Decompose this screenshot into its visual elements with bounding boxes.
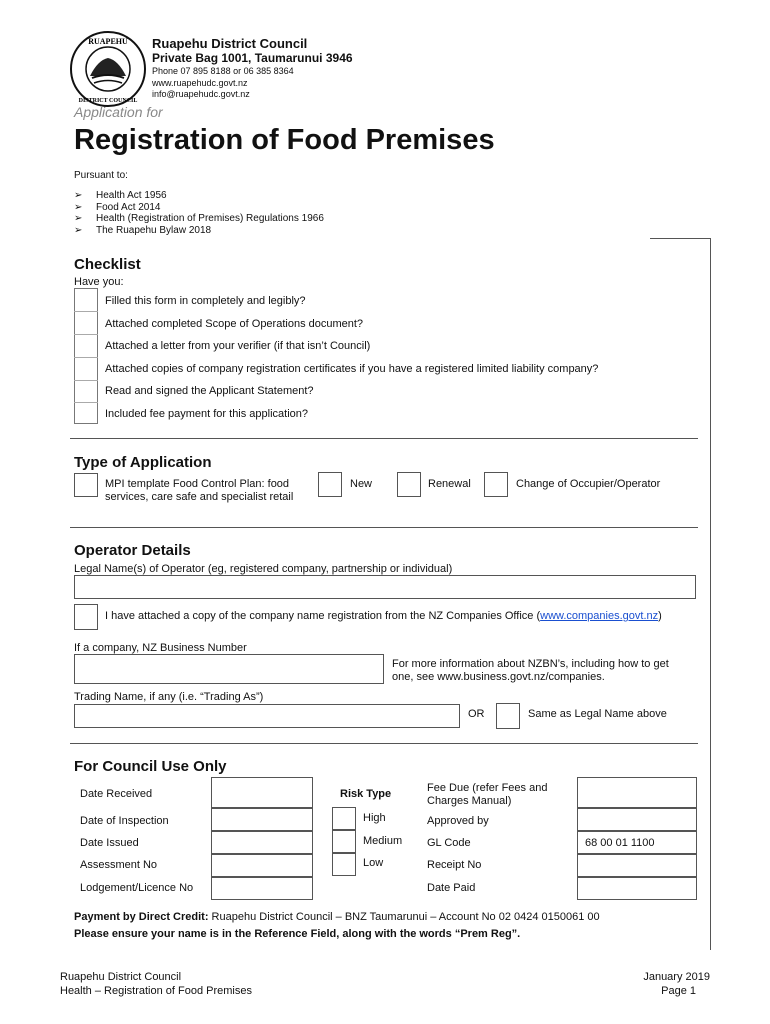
date-inspection-label: Date of Inspection bbox=[80, 815, 169, 827]
checklist-checkbox-6[interactable] bbox=[74, 402, 98, 424]
footer-page-number: Page 1 bbox=[661, 985, 696, 997]
date-received-input[interactable] bbox=[211, 777, 313, 808]
date-inspection-input[interactable] bbox=[211, 808, 313, 831]
arrow-bullet-icon: ➢ bbox=[74, 224, 83, 236]
change-checkbox[interactable] bbox=[484, 472, 508, 497]
same-as-legal-label: Same as Legal Name above bbox=[528, 708, 667, 720]
council-logo bbox=[68, 30, 148, 108]
trading-label: Trading Name, if any (i.e. “Trading As”) bbox=[74, 691, 264, 703]
companies-checkbox[interactable] bbox=[74, 604, 98, 630]
new-checkbox[interactable] bbox=[318, 472, 342, 497]
mpi-checkbox[interactable] bbox=[74, 473, 98, 497]
date-paid-input[interactable] bbox=[577, 877, 697, 900]
risk-low-label: Low bbox=[363, 857, 384, 869]
list-item: ➢ Food Act 2014 bbox=[74, 201, 161, 213]
nzbn-input[interactable] bbox=[74, 654, 384, 684]
divider bbox=[70, 743, 698, 744]
legal-name-label: Legal Name(s) of Operator (eg, registered company, partnership or individual) bbox=[74, 563, 453, 575]
nzbn-label: If a company, NZ Business Number bbox=[74, 642, 247, 654]
gl-code-label: GL Code bbox=[427, 837, 471, 849]
fee-due-input[interactable] bbox=[577, 777, 697, 808]
form-right-border bbox=[710, 238, 711, 950]
checklist-checkbox-3[interactable] bbox=[74, 334, 98, 357]
lodgement-no-input[interactable] bbox=[211, 877, 313, 900]
org-website[interactable]: www.ruapehudc.govt.nz bbox=[152, 78, 248, 88]
payment-line-2: Please ensure your name is in the Reference Field, along with the words “Prem Reg”. bbox=[74, 928, 521, 940]
or-label: OR bbox=[468, 708, 485, 720]
date-received-label: Date Received bbox=[80, 788, 153, 800]
risk-type-label: Risk Type bbox=[340, 788, 392, 800]
checklist-heading: Checklist bbox=[74, 256, 141, 273]
nzbn-info: For more information about NZBN’s, including how to get one, see www.business.govt.nz/companies. bbox=[392, 658, 669, 683]
arrow-bullet-icon: ➢ bbox=[74, 213, 83, 224]
change-label: Change of Occupier/Operator bbox=[516, 478, 661, 490]
date-issued-label: Date Issued bbox=[80, 837, 139, 849]
checklist-checkbox-5[interactable] bbox=[74, 380, 98, 402]
svg-text:DISTRICT COUNCIL: DISTRICT COUNCIL bbox=[78, 98, 138, 104]
same-as-legal-checkbox[interactable] bbox=[496, 703, 520, 729]
pursuant-label: Pursuant to: bbox=[74, 170, 128, 181]
checklist-item-1: Filled this form in completely and legibly? bbox=[105, 295, 306, 307]
checklist-item-5: Read and signed the Applicant Statement? bbox=[105, 385, 314, 397]
page-title: Registration of Food Premises bbox=[74, 124, 495, 156]
title-pre: Application for bbox=[74, 104, 163, 120]
list-item: ➢ Health (Registration of Premises) Regulations 1966 bbox=[74, 213, 324, 224]
org-email[interactable]: info@ruapehudc.govt.nz bbox=[152, 89, 250, 99]
lodgement-no-label: Lodgement/Licence No bbox=[80, 882, 194, 894]
assessment-no-label: Assessment No bbox=[80, 859, 158, 871]
arrow-bullet-icon: ➢ bbox=[74, 201, 83, 213]
risk-high-checkbox[interactable] bbox=[332, 807, 356, 830]
checklist-item-3: Attached a letter from your verifier (if that isn’t Council) bbox=[105, 340, 371, 352]
footer-right-1: January 2019 bbox=[643, 971, 710, 983]
checklist-item-2: Attached completed Scope of Operations document? bbox=[105, 318, 364, 330]
companies-text: I have attached a copy of the company name registration from the NZ Companies Office (www.companies.govt.nz) bbox=[105, 610, 662, 622]
org-phone: Phone 07 895 8188 or 06 385 8364 bbox=[152, 66, 294, 76]
checklist-item-4: Attached copies of company registration certificates if you have a registered limited liability company? bbox=[105, 363, 599, 375]
new-label: New bbox=[350, 478, 373, 490]
council-heading: For Council Use Only bbox=[74, 758, 227, 775]
list-item: ➢ Health Act 1956 bbox=[74, 190, 167, 201]
footer-left-2: Health – Registration of Food Premises bbox=[60, 985, 252, 997]
form-top-border bbox=[650, 238, 710, 239]
footer-left-1: Ruapehu District Council bbox=[60, 971, 182, 983]
date-paid-label: Date Paid bbox=[427, 882, 476, 894]
assessment-no-input[interactable] bbox=[211, 854, 313, 877]
risk-low-checkbox[interactable] bbox=[332, 853, 356, 876]
approved-by-input[interactable] bbox=[577, 808, 697, 831]
fee-due-label: Fee Due (refer Fees and Charges Manual) bbox=[427, 782, 548, 807]
pursuant-list bbox=[74, 190, 324, 236]
type-heading: Type of Application bbox=[74, 454, 212, 471]
checklist-checkbox-1[interactable] bbox=[74, 288, 98, 311]
divider bbox=[70, 527, 698, 528]
list-item: ➢ The Ruapehu Bylaw 2018 bbox=[74, 224, 212, 236]
checklist-item-6: Included fee payment for this application? bbox=[105, 408, 309, 420]
divider bbox=[70, 438, 698, 439]
approved-by-label: Approved by bbox=[427, 815, 489, 827]
checklist-have-you: Have you: bbox=[74, 276, 124, 288]
risk-high-label: High bbox=[363, 812, 386, 824]
org-name: Ruapehu District Council bbox=[152, 36, 308, 51]
svg-text:RUAPEHU: RUAPEHU bbox=[88, 37, 128, 46]
trading-name-input[interactable] bbox=[74, 704, 460, 728]
renewal-label: Renewal bbox=[428, 478, 471, 490]
renewal-checkbox[interactable] bbox=[397, 472, 421, 497]
receipt-no-input[interactable] bbox=[577, 854, 697, 877]
legal-name-input[interactable] bbox=[74, 575, 696, 599]
risk-medium-label: Medium bbox=[363, 835, 403, 847]
checklist-checkbox-4[interactable] bbox=[74, 357, 98, 380]
mpi-label: MPI template Food Control Plan: food services, care safe and specialist retail bbox=[105, 478, 294, 503]
gl-code-value: 68 00 01 1100 bbox=[585, 837, 655, 849]
risk-medium-checkbox[interactable] bbox=[332, 830, 356, 853]
operator-heading: Operator Details bbox=[74, 542, 191, 559]
companies-link[interactable]: www.companies.govt.nz bbox=[540, 610, 659, 622]
date-issued-input[interactable] bbox=[211, 831, 313, 854]
payment-line-1: Payment by Direct Credit: Ruapehu District Council – BNZ Taumarunui – Account No 02 0424 0150061 00 bbox=[74, 911, 600, 923]
arrow-bullet-icon: ➢ bbox=[74, 190, 83, 201]
org-address: Private Bag 1001, Taumarunui 3946 bbox=[152, 51, 353, 65]
receipt-no-label: Receipt No bbox=[427, 859, 482, 871]
checklist-checkbox-2[interactable] bbox=[74, 311, 98, 334]
